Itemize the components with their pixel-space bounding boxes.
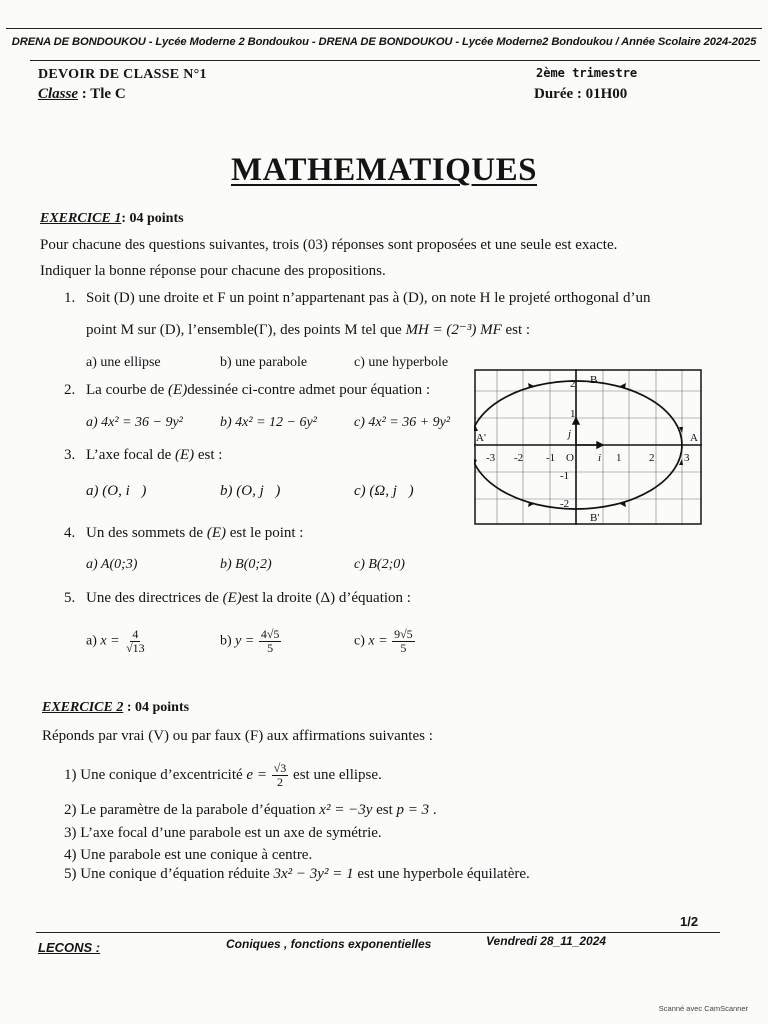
ex2-heading — [42, 700, 189, 716]
page-title: MATHEMATIQUES — [231, 152, 537, 188]
q5-text: Une des directrices de (E)est la droite (Δ) d’équation : — [86, 590, 411, 606]
ex2-intro: Réponds par vrai (V) ou par faux (F) aux affirmations suivantes : — [42, 728, 433, 744]
q1-option-c: c) une hyperbole — [354, 355, 449, 370]
q4-text: Un des sommets de (E) est le point : — [86, 525, 304, 541]
ex2-statement-5: 5) Une conique d’équation réduite 3x² − 3y² = 1 est une hyperbole équilatère. — [64, 866, 530, 882]
graph-grid — [474, 369, 702, 525]
tick-x-neg3: -3 — [486, 452, 496, 464]
ex1-heading — [40, 211, 184, 227]
ex1-points: : 04 points — [121, 211, 184, 226]
footer-rule — [36, 932, 720, 933]
trimestre-note: 2ème trimestre — [536, 66, 638, 80]
q5-option-a: a) x = $\frac{4}{√13}$ — [86, 627, 145, 655]
ex1-heading-label: EXERCICE 1 — [40, 211, 122, 226]
q5-option-c: c) x = $\frac{9√5}{5}$ — [354, 627, 413, 655]
tick-x-1: 1 — [616, 452, 622, 464]
header-top-rule — [6, 28, 762, 29]
footer-lecons: LECONS : — [38, 940, 101, 955]
classe-value: : Tle C — [81, 86, 126, 102]
ellipse-graph — [474, 369, 702, 525]
q1-line-2: point M sur (D), l’ensemble(Γ), des points M tel que MH = (2⁻³) MF est : — [86, 322, 531, 338]
ex1-intro-1: Pour chacune des questions suivantes, trois (03) réponses sont proposées et une seule est exacte. — [40, 237, 618, 253]
q2-option-b: b) 4x² = 12 − 6y² — [220, 415, 317, 430]
tick-x-neg2: -2 — [514, 452, 524, 464]
footer-topics: Coniques , fonctions exponentielles — [226, 937, 432, 951]
q3-option-a: a) (O, i⃗) — [86, 483, 147, 499]
q2-number: 2. — [64, 382, 76, 398]
tick-x-neg1: -1 — [546, 452, 556, 464]
q2-option-c: c) 4x² = 36 + 9y² — [354, 415, 451, 430]
q3-option-c: c) (Ω, j⃗) — [354, 483, 414, 499]
q4-option-c: c) B(2;0) — [354, 557, 405, 572]
duree: Durée : 01H00 — [534, 86, 628, 102]
devoir-title: DEVOIR DE CLASSE N°1 — [38, 67, 207, 82]
label-3: 3 — [684, 452, 690, 464]
ex2-heading-label: EXERCICE 2 — [42, 700, 124, 715]
q5-option-b: b) y = $\frac{4√5}{5}$ — [220, 627, 280, 655]
classe-line — [38, 86, 126, 103]
label-B: B — [590, 374, 598, 386]
tick-y-neg2: -2 — [560, 498, 570, 510]
scanner-watermark: Scanné avec CamScanner — [658, 1004, 748, 1013]
q4-option-b: b) B(0;2) — [220, 557, 272, 572]
header-bottom-rule — [30, 60, 760, 61]
q1-option-b: b) une parabole — [220, 355, 308, 370]
ex2-statement-1: 1) Une conique d’excentricité e = $\frac{√3}{2}$ est une ellipse. — [64, 761, 382, 789]
footer-date: Vendredi 28_11_2024 — [486, 934, 607, 948]
q3-option-b: b) (O, j⃗) — [220, 483, 281, 499]
tick-y-2: 2 — [570, 378, 576, 390]
q4-number: 4. — [64, 525, 76, 541]
tick-x-2: 2 — [649, 452, 655, 464]
tick-y-1: 1 — [570, 408, 576, 420]
ex2-statement-3: 3) L’axe focal d’une parabole est un axe de symétrie. — [64, 825, 382, 841]
ex2-statement-2: 2) Le paramètre de la parabole d’équation x² = −3y est p = 3 . — [64, 802, 437, 818]
q1-option-a: a) une ellipse — [86, 355, 161, 370]
tick-y-neg1: -1 — [560, 470, 570, 482]
q2-text: La courbe de (E)dessinée ci-contre admet pour équation : — [86, 382, 431, 398]
q5-number: 5. — [64, 590, 76, 606]
ex2-statement-4: 4) Une parabole est une conique à centre. — [64, 847, 313, 863]
origin-label: O — [566, 452, 574, 464]
label-i: i⃗ — [598, 452, 610, 464]
q3-text: L’axe focal de (E) est : — [86, 447, 223, 463]
page-number: 1/2 — [680, 914, 699, 929]
ex2-points: : 04 points — [126, 700, 190, 715]
q1-number: 1. — [64, 290, 76, 306]
label-A-prime: A' — [476, 432, 486, 444]
label-A: A — [690, 432, 698, 444]
q4-option-a: a) A(0;3) — [86, 557, 138, 572]
ex1-intro-2: Indiquer la bonne réponse pour chacune des propositions. — [40, 263, 386, 279]
school-header: DRENA DE BONDOUKOU - Lycée Moderne 2 Bondoukou - DRENA DE BONDOUKOU - Lycée Moderne2 Bondoukou / Année Scolaire 2024-2025 — [11, 36, 757, 48]
label-B-prime: B' — [590, 512, 600, 524]
q3-number: 3. — [64, 447, 76, 463]
q1-formula: MH = (2⁻³) MF — [405, 322, 502, 338]
classe-label: Classe — [38, 86, 79, 102]
label-j: j⃗ — [568, 428, 580, 440]
q2-option-a: a) 4x² = 36 − 9y² — [86, 415, 183, 430]
q1-line-1: Soit (D) une droite et F un point n’appartenant pas à (D), on note H le projeté orthogonal d’un — [86, 290, 651, 306]
